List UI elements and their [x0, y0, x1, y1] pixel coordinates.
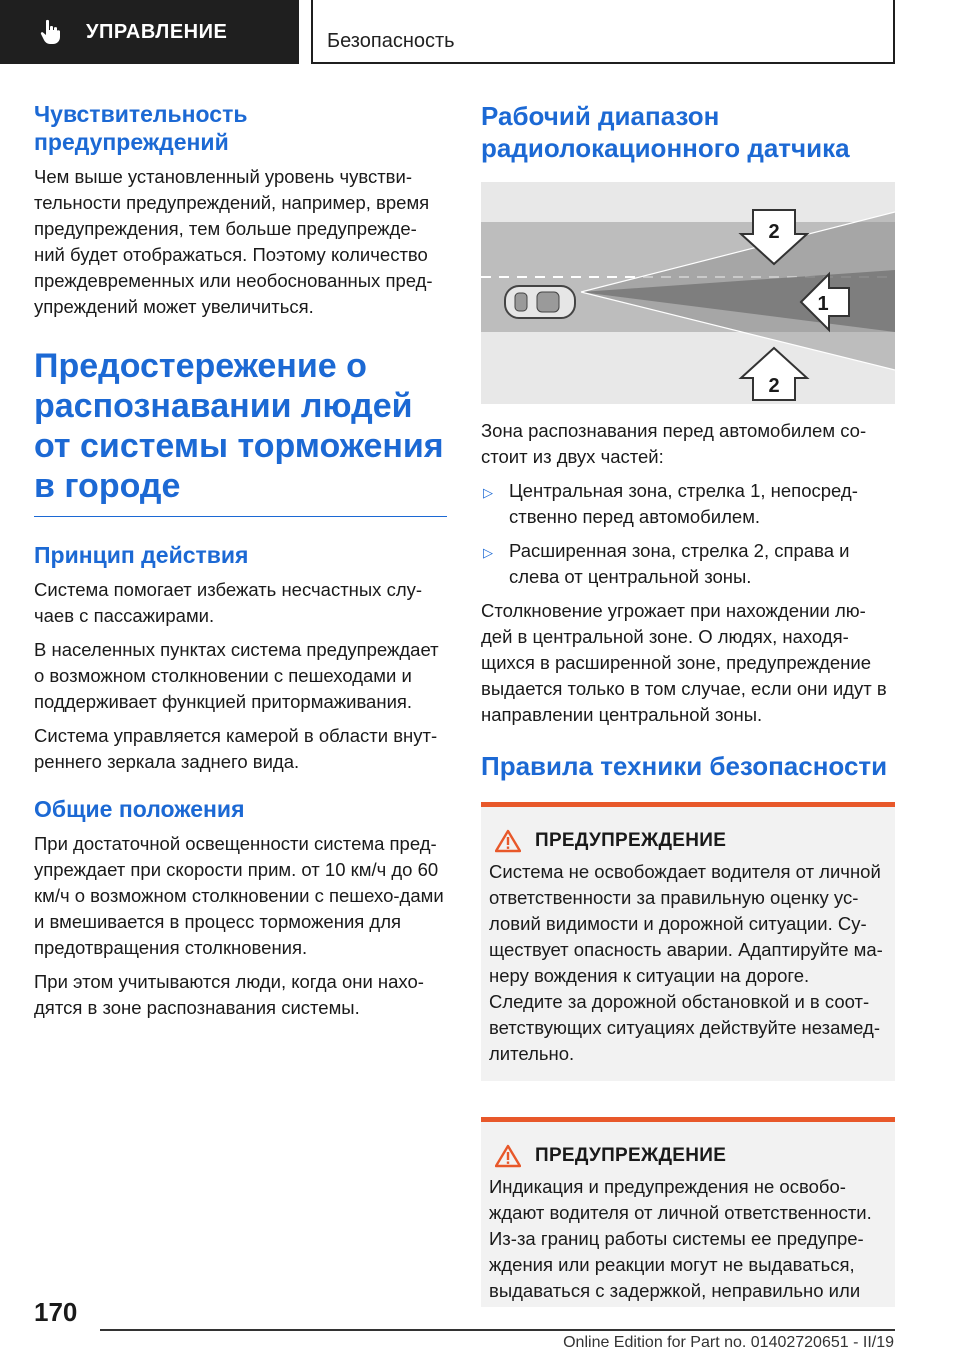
- right-column: [481, 100, 895, 1307]
- warning-title: ПРЕДУПРЕЖДЕНИЕ: [535, 1145, 727, 1166]
- warning-title: ПРЕДУПРЕЖДЕНИЕ: [535, 830, 727, 851]
- svg-text:1: 1: [817, 293, 829, 315]
- car-icon: [505, 286, 575, 318]
- svg-text:2: 2: [768, 221, 780, 243]
- warning-box-2: [481, 1117, 895, 1307]
- general-heading: Общие положения: [34, 796, 245, 822]
- list-item: ▷ Расширенная зона, стрелка 2, справа и слева от центральной зоны.: [483, 540, 850, 587]
- sensitivity-text: Чем выше установленный уровень чувстви-тельности предупреждений, например, время предупреждения, тем больше предупрежде-ний будет отображаться. Поэтому количество преждевременных или необоснованных пред-упреждений может увеличиться.: [34, 166, 433, 317]
- radar-range-diagram: [481, 182, 895, 404]
- warning-triangle-icon: [495, 829, 521, 853]
- principle-text-1: Система помогает избежать несчастных слу-чаев с пассажирами.: [34, 579, 423, 626]
- warning-box-1: [481, 802, 895, 1081]
- list-item: ▷ Центральная зона, стрелка 1, непосред-ственно перед автомобилем.: [483, 480, 858, 527]
- warning-triangle-icon: [495, 1144, 521, 1168]
- principle-heading: Принцип действия: [34, 542, 249, 568]
- chapter-tab[interactable]: [0, 0, 299, 64]
- zone-list: [481, 478, 895, 590]
- zone-text: Зона распознавания перед автомобилем со-стоит из двух частей:: [481, 420, 867, 467]
- footer-divider: [100, 1329, 895, 1331]
- safety-heading: Правила техники безопасности: [481, 751, 888, 781]
- hand-pointer-icon: [40, 19, 62, 45]
- general-text-1: При достаточной освещенности система пред-упреждает при скорости прим. от 10 км/ч до 60 км/ч о возможном столкновении с пешехо-дами и вмешивается в процесс торможения для предотвращения столкновения.: [34, 833, 444, 958]
- warning-text: Система не освобождает водителя от личной ответственности за правильную оценку ус-ловий видимости и дорожной ситуации. Су-ществует опасность аварии. Адаптируйте ма-неру вождения к ситуации на дороге. Следите за дорожной обстановкой и в соот-ветствующих ситуациях действуйте незамед-лительно.: [489, 861, 883, 1064]
- sensitivity-heading: Чувствительность предупреждений: [34, 101, 248, 155]
- warning-text: Индикация и предупреждения не освобо-ждают водителя от личной ответственности. Из-за границ работы системы ее предупре-ждения или реакции могут не выдаваться, выдаваться с задержкой, неправильно или: [489, 1176, 872, 1301]
- chapter-tab-label: УПРАВЛЕНИЕ: [86, 20, 228, 43]
- left-column: [34, 100, 447, 1029]
- edition-text: Online Edition for Part no. 01402720651 - II/19: [563, 1334, 894, 1351]
- principle-text-2: В населенных пунктах система предупреждает о возможном столкновении с пешеходами и поддерживает функцией притормаживания.: [34, 639, 439, 712]
- triangle-bullet-icon: ▷: [483, 485, 493, 500]
- principle-text-3: Система управляется камерой в области внут-реннего зеркала заднего вида.: [34, 725, 438, 772]
- radar-range-heading: Рабочий диапазон радиолокационного датчика: [481, 101, 850, 163]
- general-text-2: При этом учитываются люди, когда они нахо-дятся в зоне распознавания системы.: [34, 971, 424, 1018]
- collision-text: Столкновение угрожает при нахождении лю-дей в центральной зоне. О людях, находя-щихся в расширенной зоне, предупреждение выдается только в том случае, если они идут в направлении центральной зоны.: [481, 600, 887, 725]
- section-header: [311, 0, 895, 64]
- svg-text:2: 2: [768, 375, 780, 397]
- page-number: 170: [34, 1297, 78, 1327]
- triangle-bullet-icon: ▷: [483, 545, 493, 560]
- main-title-block: [34, 346, 447, 517]
- section-header-label: Безопасность: [327, 30, 455, 52]
- page-title: Предостережение о распознавании людей от системы торможения в городе: [34, 347, 444, 505]
